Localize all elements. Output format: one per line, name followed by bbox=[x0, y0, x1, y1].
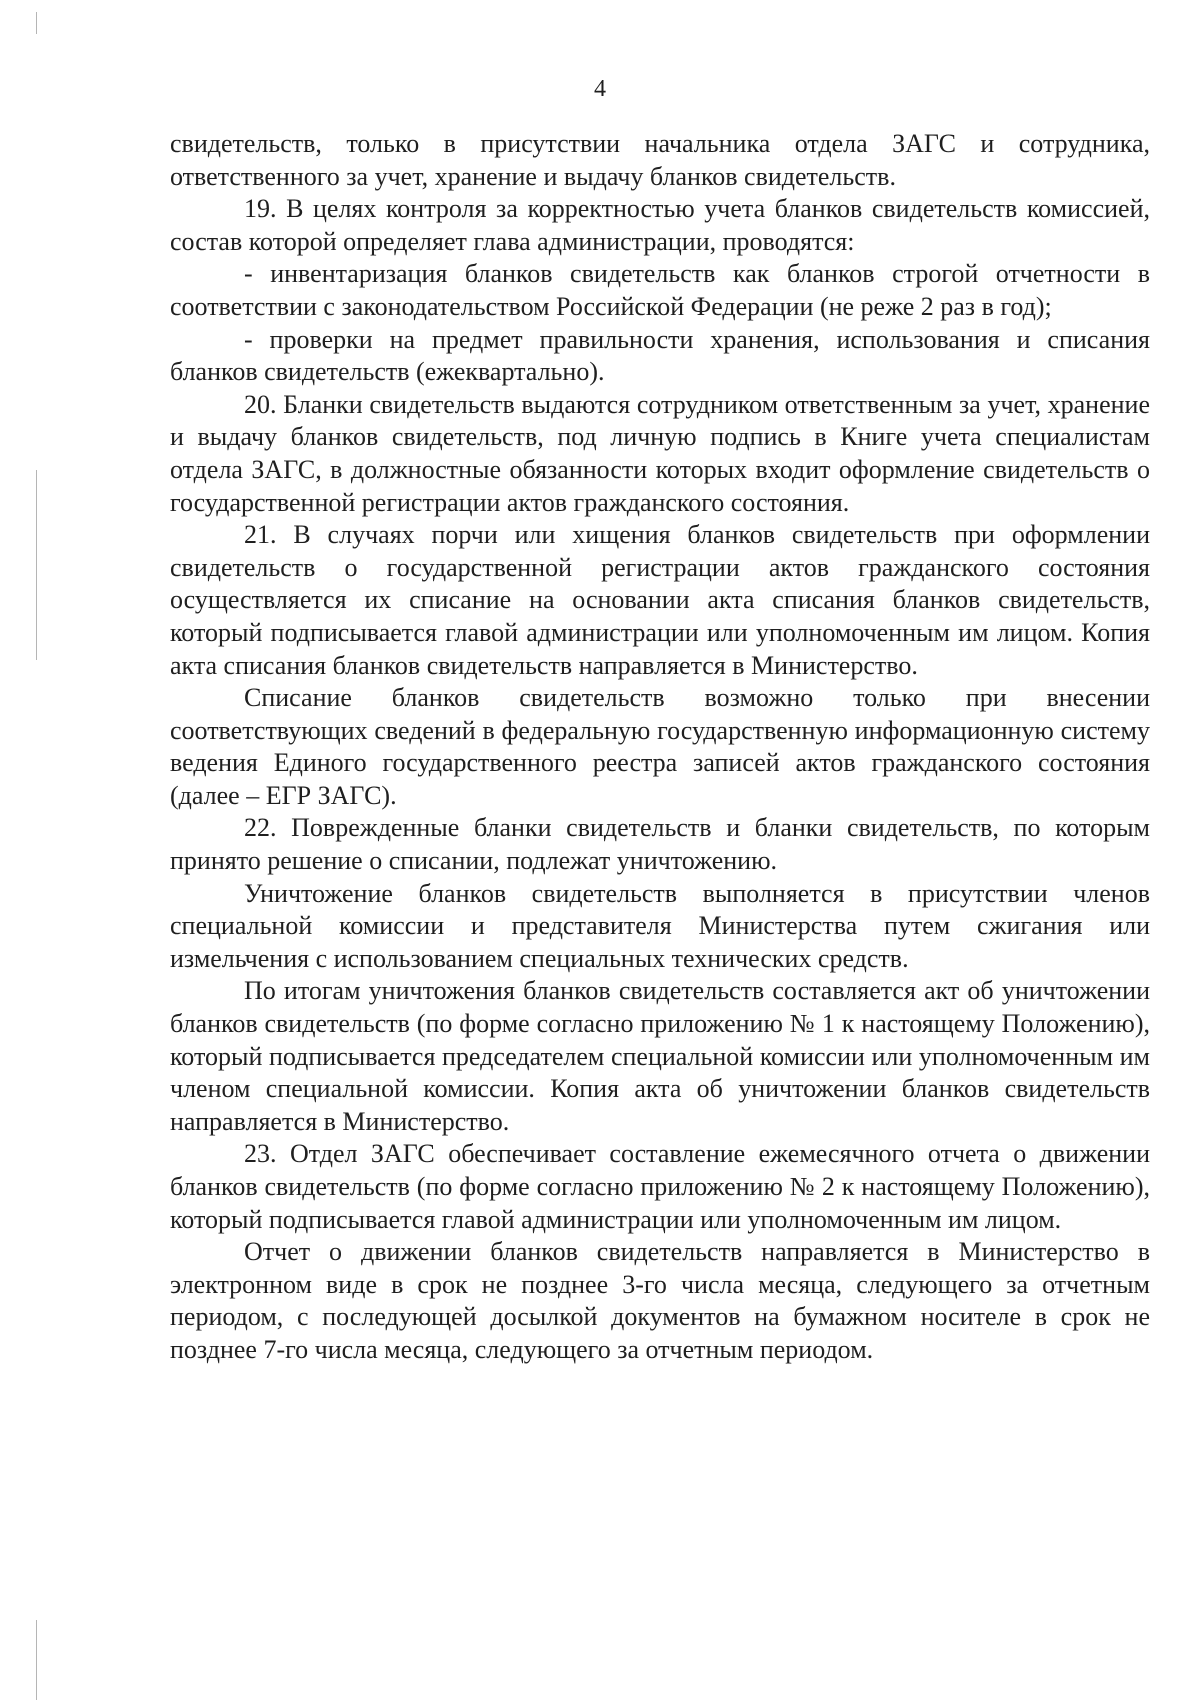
paragraph-clause-19: 19. В целях контроля за корректностью учета бланков свидетельств комиссией, состав которой определяет глава администрации, проводятся: bbox=[170, 194, 1150, 256]
paragraph-clause-22: 22. Поврежденные бланки свидетельств и бланки свидетельств, по которым принято решение о списании, подлежат уничтожению. bbox=[170, 813, 1150, 876]
page-number: 4 bbox=[594, 76, 606, 102]
paragraph-list-item: - проверки на предмет правильности хранения, использования и списания бланков свидетельств (ежеквартально). bbox=[170, 324, 1150, 387]
document-body bbox=[170, 128, 1150, 1367]
paragraph-list-item: - инвентаризация бланков свидетельств как бланков строгой отчетности в соответствии с законодательством Российской Федерации (не реже 2 раз в год); bbox=[170, 259, 1150, 321]
margin-scan-mark bbox=[36, 12, 37, 34]
paragraph: По итогам уничтожения бланков свидетельств составляется акт об уничтожении бланков свидетельств (по форме согласно приложению № 1 к настоящему Положению), который подписывается председателем специальной комиссии или уполномоченным им членом специальной комиссии. Копия акта об уничтожении бланков свидетельств направляется в Министерство. bbox=[170, 976, 1150, 1136]
paragraph: свидетельств, только в присутствии начальника отдела ЗАГС и сотрудника, ответственного за учет, хранение и выдачу бланков свидетельств. bbox=[170, 129, 1150, 191]
paragraph: Отчет о движении бланков свидетельств направляется в Министерство в электронном виде в срок не позднее 3-го числа месяца, следующего за отчетным периодом, с последующей досылкой документов на бумажном носителе в срок не позднее 7-го числа месяца, следующего за отчетным периодом. bbox=[170, 1237, 1150, 1364]
paragraph: Списание бланков свидетельств возможно только при внесении соответствующих сведений в федеральную государственную информационную систему ведения Единого государственного реестра записей актов гражданского состояния (далее – ЕГР ЗАГС). bbox=[170, 683, 1150, 810]
paragraph: Уничтожение бланков свидетельств выполняется в присутствии членов специальной комиссии и представителя Министерства путем сжигания или измельчения с использованием специальных технических средств. bbox=[170, 878, 1150, 973]
margin-scan-mark bbox=[36, 1620, 37, 1700]
paragraph-clause-21: 21. В случаях порчи или хищения бланков свидетельств при оформлении свидетельств о государственной регистрации актов гражданского состояния осуществляется их списание на основании акта списания бланков свидетельств, который подписывается главой администрации или уполномоченным им лицом. Копия акта списания бланков свидетельств направляется в Министерство. bbox=[170, 520, 1150, 680]
paragraph-clause-20: 20. Бланки свидетельств выдаются сотрудником ответственным за учет, хранение и выдачу бланков свидетельств, под личную подпись в Книге учета специалистам отдела ЗАГС, в должностные обязанности которых входит оформление свидетельств о государственной регистрации актов гражданского состояния. bbox=[170, 389, 1150, 517]
paragraph-clause-23: 23. Отдел ЗАГС обеспечивает составление ежемесячного отчета о движении бланков свидетельств (по форме согласно приложению № 2 к настоящему Положению), который подписывается главой администрации или уполномоченным им лицом. bbox=[170, 1139, 1150, 1234]
margin-scan-mark bbox=[36, 470, 37, 660]
